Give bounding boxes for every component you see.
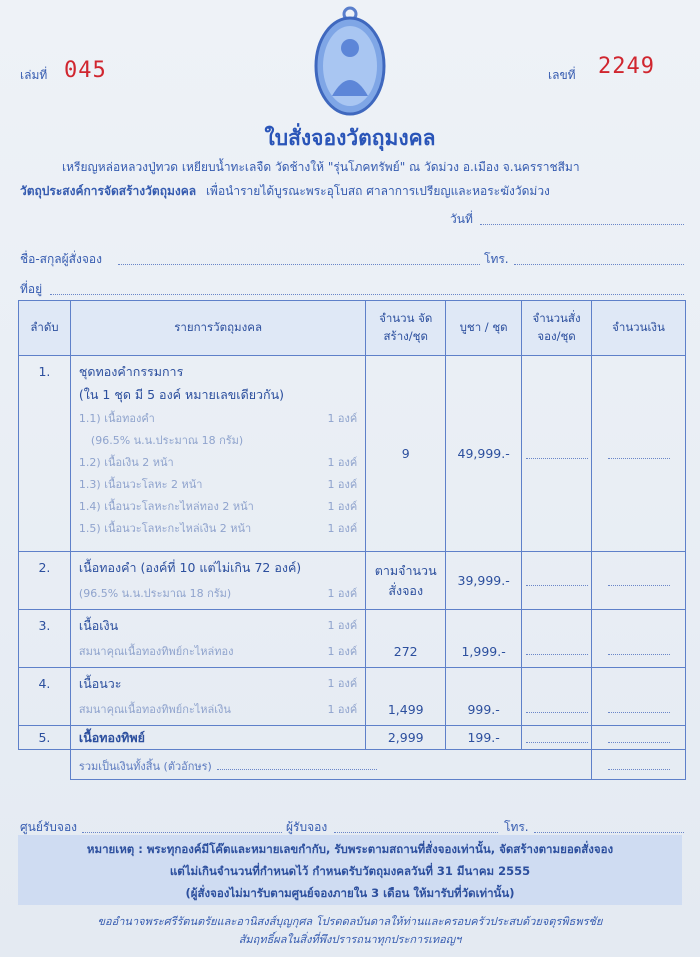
book-label: เล่มที่ [20, 68, 48, 82]
row-price: 49,999.- [446, 356, 522, 552]
date-label: วันที่ [450, 212, 473, 226]
center-field[interactable] [82, 820, 282, 833]
row-made-qty: 9 [366, 356, 446, 552]
table-row [19, 356, 686, 552]
sub-item: 1.3) เนื้อนวะโลหะ 2 หน้า 1 องค์ [78, 478, 358, 491]
blessing-line1: ขออำนาจพระศรีรัตนตรัยและอานิสงส์บุญกุศล โปรดดลบันดาลให้ท่านและครอบครัวประสบด้วยจตุรพิธพรชัย [97, 915, 603, 928]
sub-item: สมนาคุณเนื้อทองทิพย์กะไหล่เงิน 1 องค์ [78, 703, 358, 716]
row-made-qty: 272 [366, 610, 446, 668]
row-order-qty-field[interactable] [522, 356, 592, 552]
date-field[interactable] [480, 212, 684, 225]
total-row [19, 750, 686, 780]
doc-number-label: เลขที่ [548, 68, 576, 82]
row-order-qty-field[interactable] [522, 552, 592, 610]
order-table [18, 300, 686, 780]
row-order-qty-field[interactable] [522, 610, 592, 668]
row-amount-field[interactable] [592, 726, 686, 750]
row-price: 199.- [446, 726, 522, 750]
address-field[interactable] [50, 282, 684, 295]
row-order-qty-field[interactable] [522, 726, 592, 750]
address-label: ที่อยู่ [20, 282, 43, 296]
row-subtitle: (ใน 1 ชุด มี 5 องค์ หมายเลขเดียวกัน) [78, 387, 285, 402]
note-line1: หมายเหตุ : พระทุกองค์มีโค๊ตและหมายเลขกำกับ, รับพระตามสถานที่สั่งจองเท่านั้น, จัดสร้างตามยอดสั่งจอง [86, 842, 614, 856]
row-title: เนื้อทองทิพย์ [78, 730, 145, 745]
tel-field[interactable] [514, 252, 684, 265]
sub-item: สมนาคุณเนื้อทองทิพย์กะไหล่ทอง 1 องค์ [78, 645, 358, 658]
total-words-field[interactable] [217, 759, 377, 770]
row-no: 4. [19, 668, 71, 726]
row-made-qty: 2,999 [366, 726, 446, 750]
note-line3: (ผู้สั่งจองไม่มารับตามศูนย์จองภายใน 3 เดือน ให้มารับที่วัดเท่านั้น) [185, 886, 515, 900]
col-header-no: ลำดับ [19, 301, 71, 356]
row-amount-field[interactable] [592, 552, 686, 610]
receiver-field[interactable] [334, 820, 498, 833]
table-row [19, 552, 686, 610]
sub-item: 1.1) เนื้อทองคำ 1 องค์ [78, 412, 358, 425]
row-made-qty: 1,499 [366, 668, 446, 726]
row-title: ชุดทองคำกรรมการ [78, 364, 184, 379]
row-no: 5. [19, 726, 71, 750]
bottom-tel-label: โทร. [504, 820, 529, 834]
form-title: ใบสั่งจองวัตถุมงคล [264, 126, 436, 150]
name-field[interactable] [118, 252, 480, 265]
row-price: 39,999.- [446, 552, 522, 610]
receiver-label: ผู้รับจอง [286, 820, 328, 834]
sub-item: เนื้อนวะ 1 องค์ [78, 676, 358, 691]
table-row [19, 726, 686, 750]
table-row [19, 668, 686, 726]
row-no: 3. [19, 610, 71, 668]
row-made-qty: ตามจำนวน สั่งจอง [366, 552, 446, 610]
col-header-made: จำนวน จัดสร้าง/ชุด [366, 301, 446, 356]
col-header-amount: จำนวนเงิน [592, 301, 686, 356]
row-price: 999.- [446, 668, 522, 726]
row-amount-field[interactable] [592, 610, 686, 668]
row-price: 1,999.- [446, 610, 522, 668]
book-number: 045 [64, 58, 107, 83]
sub-item: (96.5% น.น.ประมาณ 18 กรัม) 1 องค์ [78, 587, 358, 600]
sub-item: 1.2) เนื้อเงิน 2 หน้า 1 องค์ [78, 456, 358, 469]
total-label: รวมเป็นเงินทั้งสิ้น (ตัวอักษร) [78, 759, 212, 773]
table-header-row [19, 301, 686, 356]
sub-item: 1.5) เนื้อนวะโลหะกะไหล่เงิน 2 หน้า 1 องค์ [78, 522, 358, 535]
tel-label: โทร. [484, 252, 509, 266]
bottom-tel-field[interactable] [534, 820, 684, 833]
doc-number: 2249 [598, 54, 655, 79]
table-row [19, 610, 686, 668]
row-no: 1. [19, 356, 71, 552]
sub-item: (96.5% น.น.ประมาณ 18 กรัม) [90, 434, 244, 447]
col-header-price: บูชา / ชุด [446, 301, 522, 356]
note-line2: แต่ไม่เกินจำนวนที่กำหนดไว้ กำหนดรับวัตถุมงคลวันที่ 31 มีนาคม 2555 [169, 864, 531, 878]
blessing-line2: สัมฤทธิ์ผลในสิ่งที่พึงปรารถนาทุกประการเทอญฯ [238, 933, 462, 946]
center-label: ศูนย์รับจอง [20, 820, 78, 834]
row-amount-field[interactable] [592, 356, 686, 552]
total-amount-field[interactable] [592, 750, 686, 780]
col-header-order-qty: จำนวนสั่ง จอง/ชุด [522, 301, 592, 356]
note-box [18, 835, 682, 905]
row-order-qty-field[interactable] [522, 668, 592, 726]
sub-item: เนื้อเงิน 1 องค์ [78, 618, 358, 633]
name-label: ชื่อ-สกุลผู้สั่งจอง [20, 252, 102, 266]
amulet-medallion-image [312, 4, 388, 118]
sub-item: 1.4) เนื้อนวะโลหะกะไหล่ทอง 2 หน้า 1 องค์ [78, 500, 358, 513]
col-header-item: รายการวัตถุมงคล [70, 301, 365, 356]
row-no: 2. [19, 552, 71, 610]
intro-line1: เหรียญหล่อหลวงปู่ทวด เหยียบน้ำทะเลจืด วัดช้างให้ "รุ่นโภคทรัพย์" ณ วัดม่วง อ.เมือง จ.นครราชสีมา [62, 160, 580, 174]
row-title: เนื้อทองคำ (องค์ที่ 10 แต่ไม่เกิน 72 องค์) [78, 560, 302, 575]
row-amount-field[interactable] [592, 668, 686, 726]
purpose-label: วัตถุประสงค์การจัดสร้างวัตถุมงคล [20, 184, 197, 198]
purpose-text: เพื่อนำรายได้บูรณะพระอุโบสถ ศาลาการเปรียญและหอระฆังวัดม่วง [205, 184, 550, 198]
